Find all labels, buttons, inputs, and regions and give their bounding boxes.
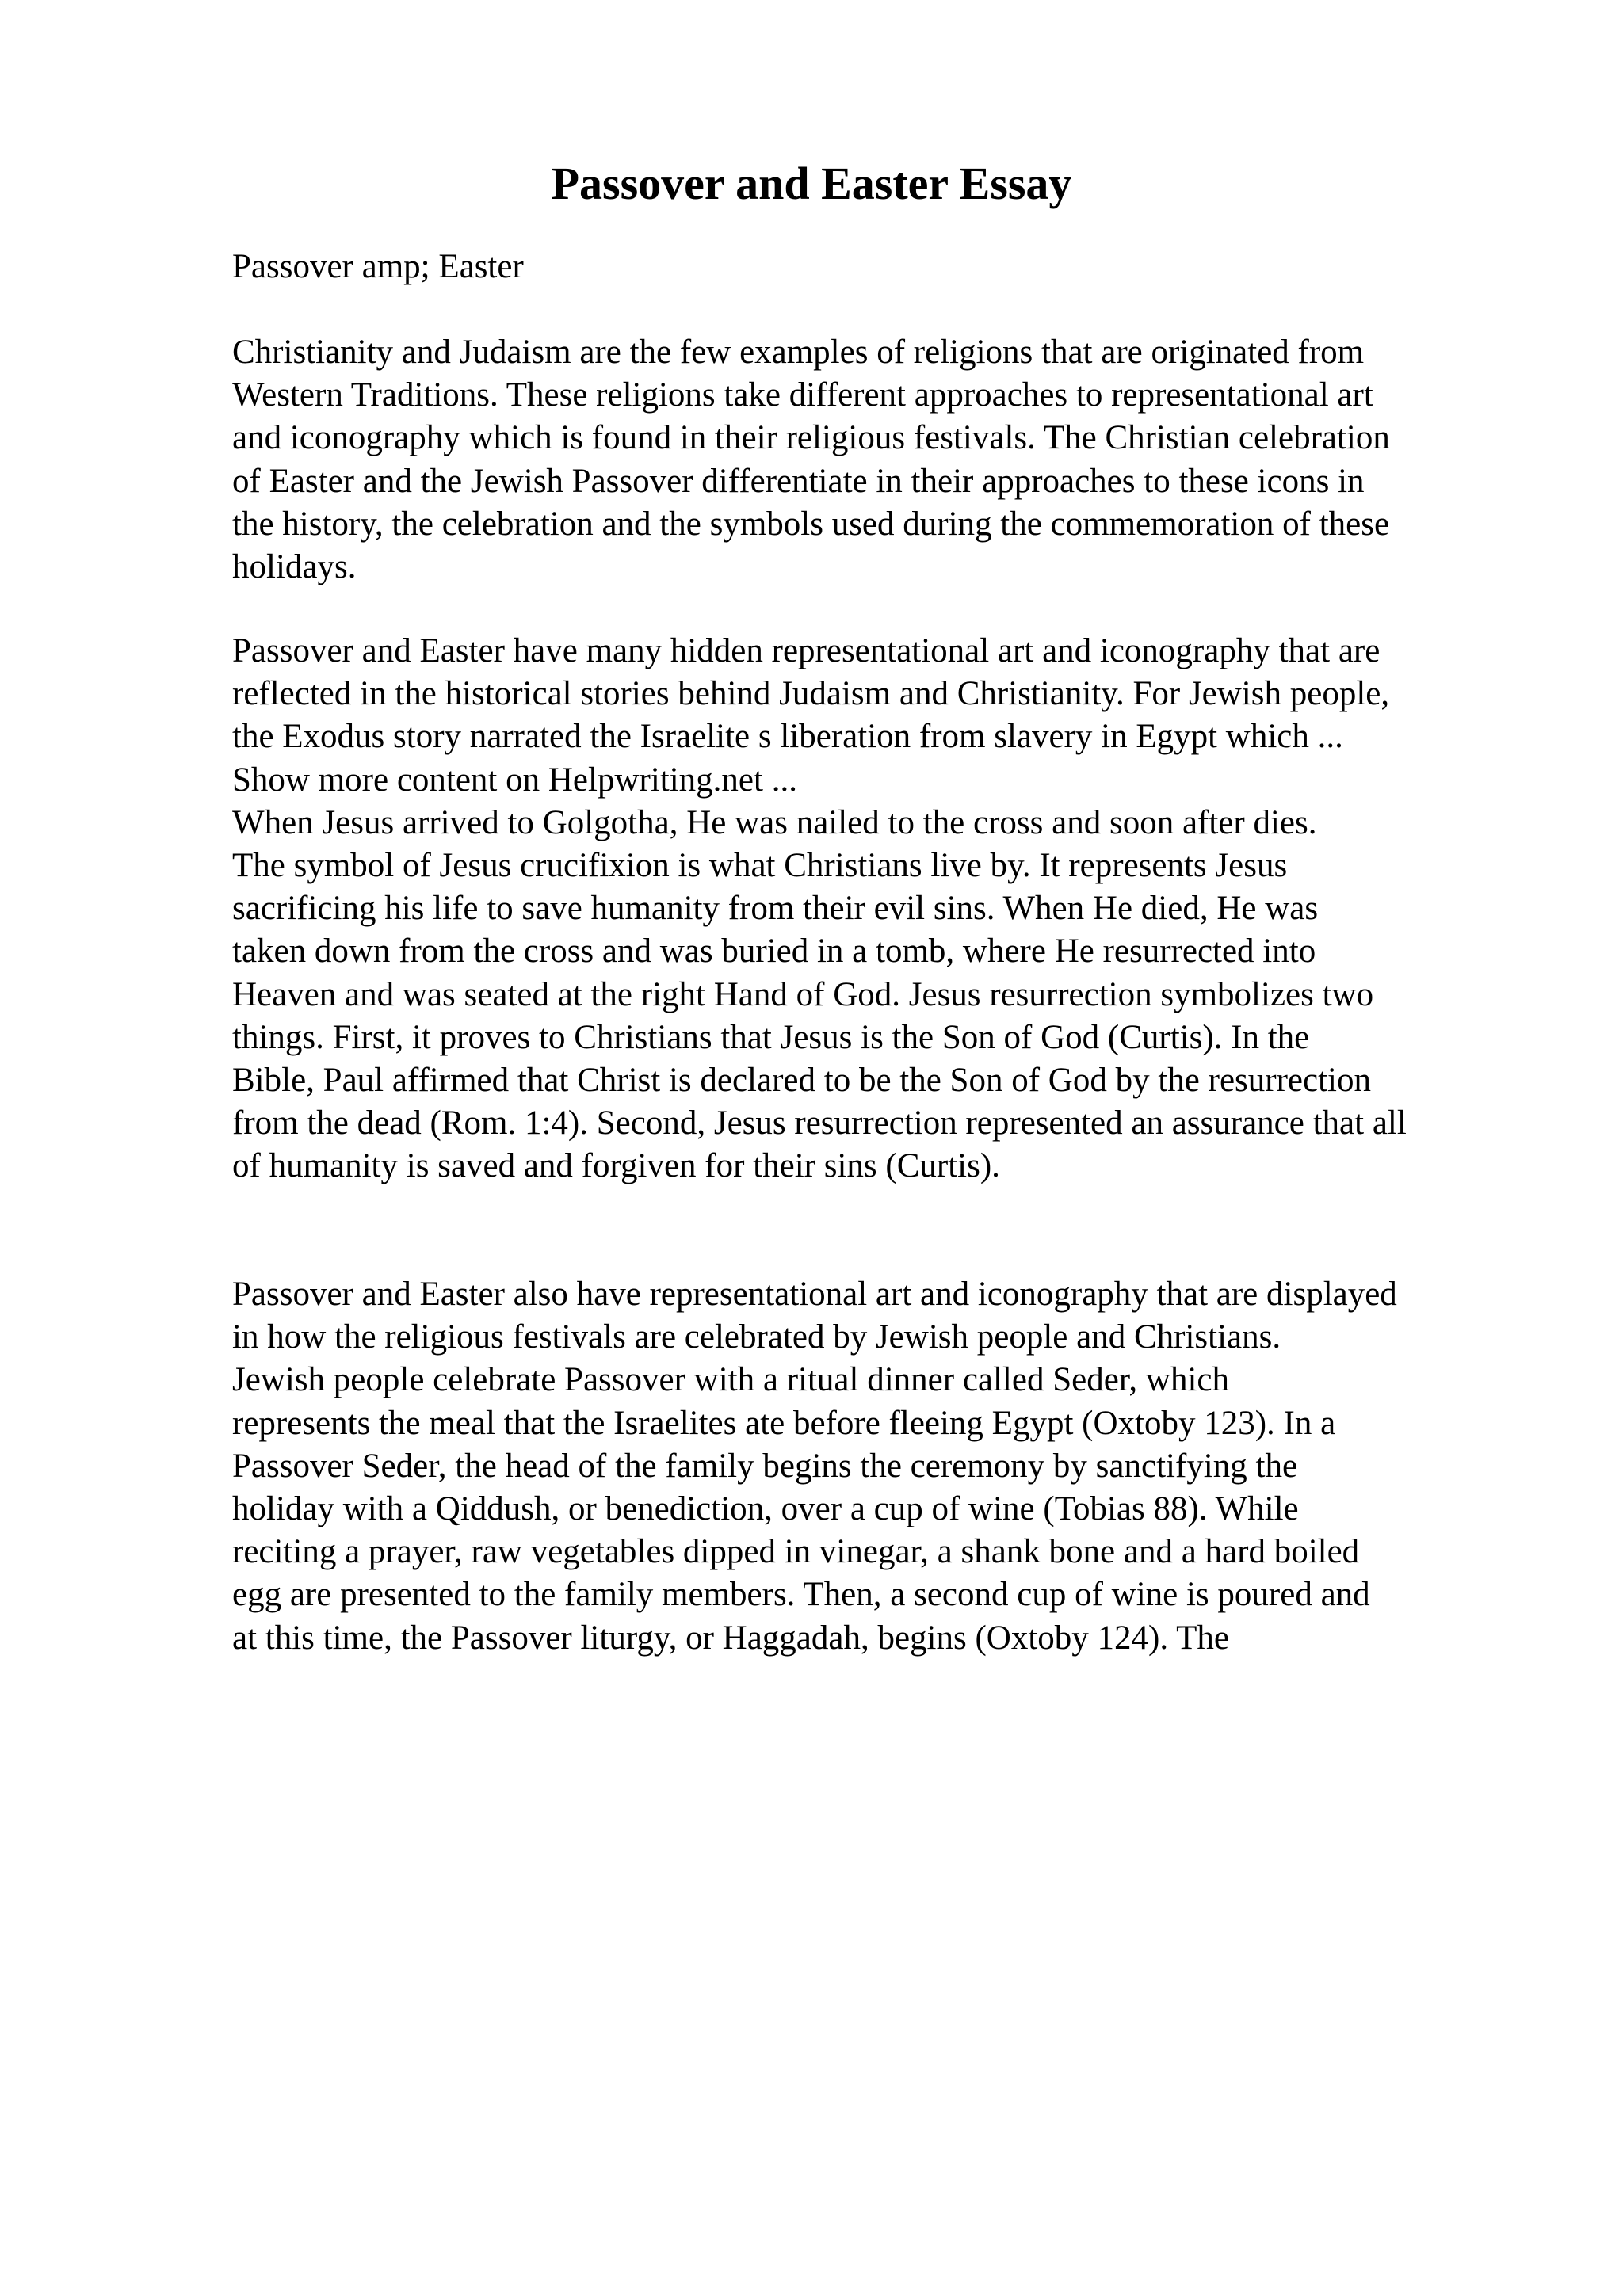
- paragraph-line: at this time, the Passover liturgy, or Haggadah, begins (Oxtoby 124). The: [232, 1619, 1229, 1657]
- paragraph-line: reflected in the historical stories behind Judaism and Christianity. For Jewish people,: [232, 675, 1390, 713]
- paragraph-line: of humanity is saved and forgiven for their sins (Curtis).: [232, 1147, 1000, 1185]
- paragraph-line: and iconography which is found in their religious festivals. The Christian celebration: [232, 419, 1390, 457]
- paragraph-line: When Jesus arrived to Golgotha, He was nailed to the cross and soon after dies.: [232, 803, 1317, 841]
- paragraph-2: [232, 630, 1595, 1188]
- paragraph-line: things. First, it proves to Christians that Jesus is the Son of God (Curtis). In the: [232, 1018, 1310, 1056]
- paragraph-line: Western Traditions. These religions take different approaches to representational art: [232, 376, 1373, 414]
- paragraph-line: in how the religious festivals are celebrated by Jewish people and Christians.: [232, 1318, 1281, 1356]
- document-subtitle: [232, 246, 1595, 288]
- paragraph-line: the history, the celebration and the symbols used during the commemoration of these: [232, 505, 1390, 543]
- paragraph-line: Heaven and was seated at the right Hand of God. Jesus resurrection symbolizes two: [232, 975, 1374, 1013]
- paragraph-line: Passover Seder, the head of the family begins the ceremony by sanctifying the: [232, 1447, 1298, 1485]
- paragraph-1: [232, 331, 1595, 589]
- paragraph-line: of Easter and the Jewish Passover differentiate in their approaches to these icons in: [232, 462, 1365, 500]
- paragraph-line: the Exodus story narrated the Israelite s liberation from slavery in Egypt which ...: [232, 718, 1343, 756]
- show-more-line: Show more content on Helpwriting.net ...: [232, 761, 797, 799]
- paragraph-line: holidays.: [232, 548, 357, 586]
- paragraph-line: Passover and Easter also have representational art and iconography that are displayed: [232, 1276, 1397, 1313]
- paragraph-line: Passover and Easter have many hidden representational art and iconography that are: [232, 632, 1381, 669]
- paragraph-3: [232, 1273, 1595, 1660]
- paragraph-line: reciting a prayer, raw vegetables dipped in vinegar, a shank bone and a hard boiled: [232, 1533, 1360, 1571]
- paragraph-line: from the dead (Rom. 1:4). Second, Jesus resurrection represented an assurance that all: [232, 1104, 1407, 1142]
- paragraph-line: sacrificing his life to save humanity from their evil sins. When He died, He was: [232, 890, 1319, 928]
- paragraph-line: taken down from the cross and was buried in a tomb, where He resurrected into: [232, 933, 1316, 971]
- document-title: Passover and Easter Essay: [551, 158, 1072, 209]
- paragraph-line: Christianity and Judaism are the few examples of religions that are originated from: [232, 334, 1365, 371]
- paragraph-line: The symbol of Jesus crucifixion is what Christians live by. It represents Jesus: [232, 847, 1288, 885]
- paragraph-line: Jewish people celebrate Passover with a ritual dinner called Seder, which: [232, 1361, 1229, 1399]
- paragraph-line: egg are presented to the family members. Then, a second cup of wine is poured and: [232, 1576, 1370, 1614]
- paragraph-line: holiday with a Qiddush, or benediction, over a cup of wine (Tobias 88). While: [232, 1490, 1299, 1528]
- paragraph-line: represents the meal that the Israelites ate before fleeing Egypt (Oxtoby 123). In a: [232, 1404, 1336, 1442]
- paragraph-line: Bible, Paul affirmed that Christ is declared to be the Son of God by the resurrection: [232, 1062, 1371, 1100]
- subtitle-text: Passover amp; Easter: [232, 248, 524, 285]
